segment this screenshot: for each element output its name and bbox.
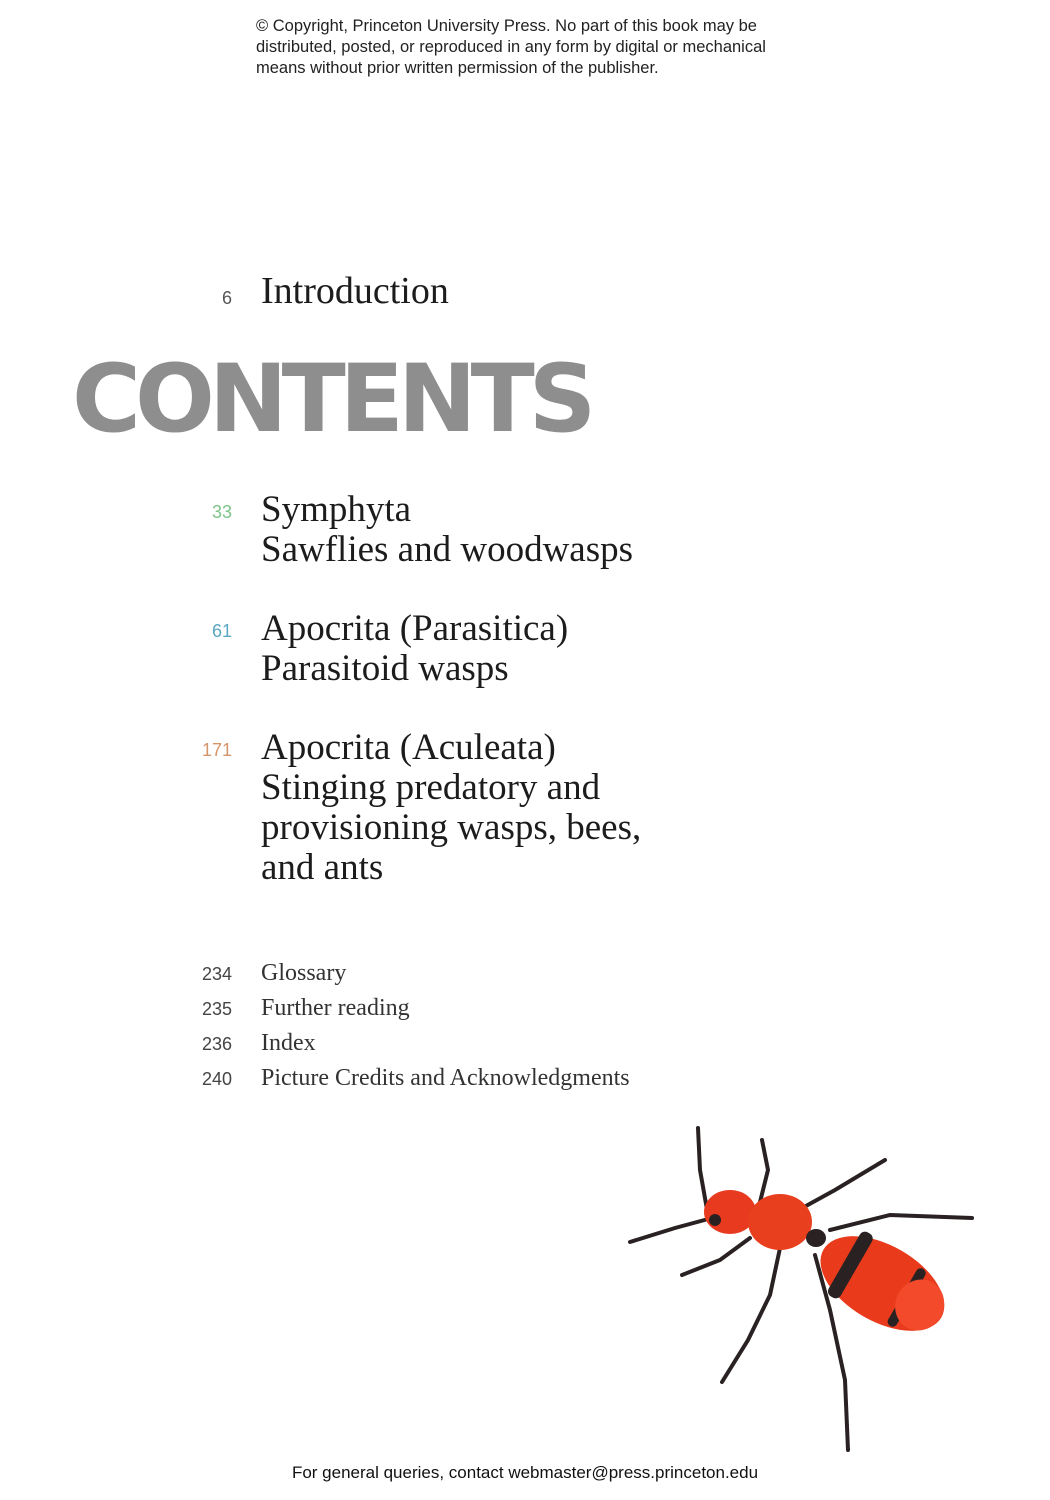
toc-page-number: 240: [201, 1069, 232, 1089]
toc-entry-glossary[interactable]: [0, 958, 760, 993]
toc-entry-title: Symphyta: [261, 489, 412, 530]
toc-entry-title: Glossary: [261, 960, 347, 986]
toc-entry-subtitle: Stinging predatory and: [261, 767, 601, 808]
toc-entry-subtitle: provisioning wasps, bees,: [261, 807, 642, 848]
toc-entry-title: Picture Credits and Acknowledgments: [261, 1065, 630, 1091]
velvet-ant-illustration: [620, 1120, 990, 1465]
toc-entry-picture-credits[interactable]: [0, 1063, 760, 1098]
copyright-line: distributed, posted, or reproduced in any form by digital or mechanical: [256, 38, 766, 56]
toc-entry-subtitle: and ants: [261, 847, 384, 888]
toc-page-number: 236: [201, 1034, 232, 1054]
toc-page-number: 33: [211, 502, 232, 522]
toc-entry-title: Apocrita (Aculeata): [261, 727, 556, 768]
toc-page-number: 61: [211, 621, 232, 641]
toc-entry-index[interactable]: [0, 1028, 760, 1063]
toc-entry-title: Apocrita (Parasitica): [261, 608, 569, 649]
toc-page-number: 235: [201, 999, 232, 1019]
toc-entry-title: Introduction: [261, 270, 449, 312]
copyright-notice: [256, 16, 816, 79]
toc-entry-subtitle: Parasitoid wasps: [261, 648, 509, 689]
toc-page-number: 234: [201, 964, 232, 984]
toc-entry-title: Index: [261, 1030, 316, 1056]
copyright-line: means without prior written permission of the publisher.: [256, 59, 659, 77]
footer-contact: For general queries, contact webmaster@press.princeton.edu: [291, 1463, 759, 1482]
toc-page-number: 171: [201, 740, 232, 760]
toc-entry-subtitle: Sawflies and woodwasps: [261, 529, 634, 570]
toc-entry-further-reading[interactable]: [0, 993, 760, 1028]
toc-entry-title: Further reading: [261, 995, 410, 1021]
copyright-line: © Copyright, Princeton University Press. No part of this book may be: [256, 17, 757, 35]
contents-heading: CONTENTS: [72, 345, 591, 454]
toc-page-number: 6: [221, 288, 232, 308]
back-matter-list: [0, 958, 760, 1098]
